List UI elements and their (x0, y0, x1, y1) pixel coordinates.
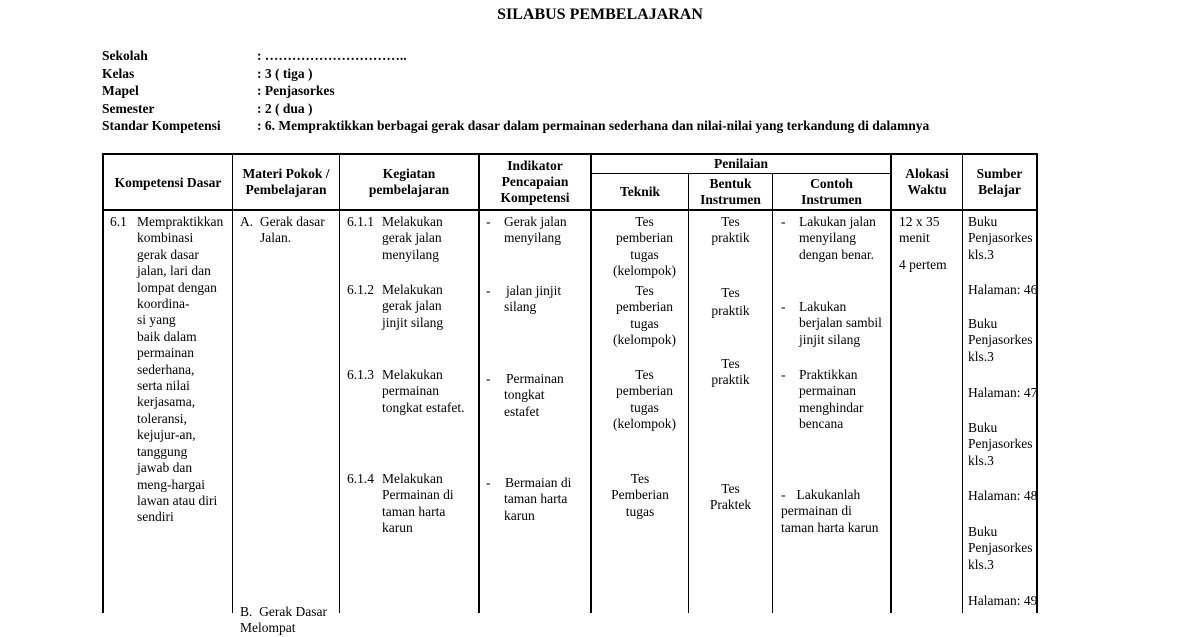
text-line: Mempraktikkan (137, 214, 224, 229)
text-line: gerak jalan (382, 230, 442, 246)
meta-value: : 6. Mempraktikkan berbagai gerak dasar dalam permainan sederhana dan nilai-nilai yang terkandung di dalamnya (257, 118, 930, 134)
text-line: kls.3 (968, 556, 994, 572)
header-bentuk-instrumen (689, 176, 772, 208)
header-teknik: Teknik (619, 184, 661, 199)
table-border-top (102, 153, 1038, 155)
text-line: baik dalam (137, 328, 197, 344)
materi-b (240, 604, 336, 637)
text-line: serta nilai (137, 378, 190, 394)
text-line: Permainan di (382, 487, 454, 503)
text-line: jalan jinjit (506, 283, 562, 298)
text-line: jawab dan (137, 460, 193, 476)
text-line: Tes (721, 481, 740, 496)
header-line: Contoh (810, 176, 853, 191)
text-line: Tes (721, 214, 740, 229)
materi-a (240, 214, 336, 247)
contoh-item (781, 214, 889, 263)
text-line: kls.3 (968, 348, 994, 364)
meta-label: Semester (102, 100, 155, 116)
text-line: praktik (711, 372, 750, 388)
header-materi (233, 166, 339, 198)
text-line: Tes (635, 283, 654, 298)
text-line: Penjasorkes (968, 230, 1033, 246)
kd-number: 6.1 (110, 214, 127, 229)
text-line: pemberian (616, 383, 673, 399)
text-line: Permainan (506, 371, 564, 386)
kegiatan-number: 6.1.4 (347, 471, 374, 486)
bentuk-item (689, 356, 772, 389)
header-penilaian: Penilaian (713, 156, 768, 171)
kegiatan-number: 6.1.3 (347, 367, 374, 382)
header-line: Indikator (507, 158, 563, 173)
meta-value: : 3 ( tiga ) (257, 65, 313, 81)
text-line: 4 pertem (899, 256, 947, 272)
table-rule-penilaian (591, 173, 891, 174)
text-line: Penjasorkes (968, 436, 1033, 452)
text-line: Lakukan jalan (799, 214, 876, 229)
kegiatan-number: 6.1.2 (347, 282, 374, 297)
col-divider (339, 153, 340, 613)
indikator-item (486, 475, 588, 524)
meta-label: Standar Kompetensi (102, 118, 221, 134)
text-line: taman harta (504, 491, 568, 507)
text-line: permainan (137, 345, 194, 361)
header-line: Pencapaian (501, 174, 569, 189)
col-divider (478, 153, 480, 613)
bullet-dash: - (781, 487, 786, 502)
col-divider (232, 153, 233, 613)
text-line: dengan benar. (799, 246, 874, 262)
text-line: Praktek (709, 497, 752, 513)
text-line: Melakukan (382, 214, 443, 229)
header-line: Sumber (976, 166, 1023, 181)
header-indikator (480, 158, 590, 206)
meta-value: : Penjasorkes (257, 83, 335, 99)
text-line: tugas (630, 246, 659, 262)
text-line: Lakukanlah (796, 487, 861, 502)
header-line: Alokasi (905, 166, 949, 181)
meta-label: Sekolah (102, 48, 148, 63)
header-line: Bentuk (709, 176, 752, 191)
sumber-page: Halaman: 48 (968, 488, 1038, 503)
header-line: Belajar (978, 182, 1021, 197)
header-line: Waktu (907, 182, 947, 197)
table-border-left (102, 153, 104, 613)
bentuk-item (689, 481, 772, 514)
col-divider (890, 153, 892, 613)
sumber-item (968, 316, 1036, 365)
sumber-page: Halaman: 47 (968, 385, 1038, 400)
text-line: karun (504, 507, 535, 523)
kegiatan-item (347, 282, 477, 331)
text-line: lompat dengan (137, 279, 217, 295)
meta-value: : 2 ( dua ) (257, 100, 313, 116)
contoh-item (781, 299, 889, 348)
bullet-dash: - (781, 367, 786, 382)
header-line: Kompetensi (500, 190, 570, 205)
text-line: kerjasama, (137, 394, 196, 410)
text-line: estafet (504, 403, 540, 419)
text-line: Buku (968, 316, 998, 331)
text-line: Buku (968, 214, 998, 229)
text-line: Gerak jalan (504, 214, 567, 229)
text-line: Pemberian (611, 487, 669, 503)
text-line: Praktikkan (799, 367, 858, 382)
text-line: kombinasi (137, 230, 194, 246)
text-line: berjalan sambil (799, 315, 882, 331)
text-line: Tes (721, 356, 740, 371)
text-line: Buku (968, 420, 998, 435)
sumber-item (968, 214, 1036, 263)
contoh-item (781, 487, 889, 536)
text-line: pemberian (616, 230, 673, 246)
col-divider (962, 153, 963, 613)
text-line: Penjasorkes (968, 540, 1033, 556)
text-line: si yang (137, 312, 176, 328)
text-line: 12 x 35 (899, 214, 940, 229)
kegiatan-item (347, 471, 477, 537)
text-line: Tes (635, 214, 654, 229)
text-line: tongkat estafet. (382, 399, 465, 415)
text-line: menghindar (799, 399, 864, 415)
text-line: Penjasorkes (968, 332, 1033, 348)
kegiatan-number: 6.1.1 (347, 214, 374, 229)
sumber-page: Halaman: 46 (968, 282, 1038, 297)
bentuk-item (689, 285, 772, 320)
meta-label: Mapel (102, 83, 139, 99)
text-line: (kelompok) (613, 263, 676, 279)
header-line: Kegiatan (382, 166, 436, 181)
text-line: silang (504, 299, 537, 315)
text-line: menyilang (382, 246, 439, 262)
text-line: tugas (625, 503, 655, 519)
text-line: jinjit silang (799, 331, 861, 347)
contoh-item (781, 367, 889, 433)
text-line: gerak dasar (137, 246, 199, 262)
text-line: meng-hargai (137, 476, 205, 492)
text-line: praktik (711, 303, 750, 319)
text-line: Melakukan (382, 282, 443, 297)
text-line: Tes (721, 285, 740, 300)
header-line: Pembelajaran (245, 182, 327, 197)
text-line: pemberian (616, 299, 673, 315)
text-line: kls.3 (968, 246, 994, 262)
text-line: lawan atau diri (137, 492, 218, 508)
text-line: Lakukan (799, 299, 847, 314)
text-line: Tes (635, 367, 654, 382)
text-line: menyilang (504, 230, 561, 246)
text-line: menit (899, 230, 930, 246)
text-line: permainan (799, 383, 856, 399)
header-contoh-instrumen (773, 176, 890, 208)
text-line: Melompat (240, 620, 296, 636)
sumber-page: Halaman: 49 (968, 593, 1038, 608)
text-line: jinjit silang (382, 314, 444, 330)
col-divider (772, 173, 773, 613)
text-line: Tes (630, 471, 650, 486)
header-kegiatan (340, 166, 478, 198)
teknik-item (592, 283, 697, 349)
text-line: taman harta (382, 503, 446, 519)
text-line: praktik (711, 230, 750, 246)
teknik-item (592, 471, 688, 520)
meta-value: : ………………………….. (257, 48, 407, 63)
text-line: Bermaian di (505, 475, 572, 490)
text-line: menyilang (799, 230, 856, 246)
text-line: tanggung (137, 443, 188, 459)
indikator-item (486, 371, 588, 420)
bullet-dash: - (486, 371, 491, 386)
bullet-dash: - (486, 475, 491, 490)
header-line: Instrumen (801, 192, 862, 207)
meta-label: Kelas (102, 65, 135, 81)
text-line: taman harta karun (781, 519, 879, 535)
teknik-item (592, 214, 697, 280)
header-sumber-belajar (963, 166, 1036, 198)
text-line: tongkat (504, 387, 545, 403)
header-line: pembelajaran (368, 182, 450, 197)
sumber-item (968, 420, 1036, 469)
kegiatan-item (347, 214, 477, 263)
text-line: A. Gerak dasar (240, 214, 325, 229)
table-border-right (1036, 153, 1038, 613)
bullet-dash: - (486, 283, 491, 298)
indikator-item (486, 283, 588, 316)
text-line: koordina- (137, 296, 190, 312)
text-line: tugas (630, 399, 659, 415)
teknik-item (592, 367, 697, 433)
text-line: jalan, lari dan (137, 263, 211, 279)
sumber-item (968, 524, 1036, 573)
text-line: Melakukan (382, 367, 443, 382)
kd-text (137, 214, 232, 526)
header-alokasi-waktu (892, 166, 962, 198)
text-line: permainan (382, 383, 439, 399)
text-line: sederhana, (137, 361, 195, 377)
text-line: permainan di (781, 503, 852, 519)
text-line: (kelompok) (613, 332, 676, 348)
document-title: SILABUS PEMBELAJARAN (497, 6, 703, 23)
bullet-dash: - (486, 214, 491, 229)
text-line: bencana (799, 416, 844, 432)
header-kompetensi-dasar: Kompetensi Dasar (114, 175, 222, 190)
bullet-dash: - (781, 214, 786, 229)
text-line: kejujur-an, (137, 427, 196, 443)
kegiatan-item (347, 367, 477, 416)
table-header-rule (102, 209, 1038, 211)
text-line: sendiri (137, 509, 174, 525)
bullet-dash: - (781, 299, 786, 314)
header-line: Materi Pokok / (242, 166, 330, 181)
bentuk-item (689, 214, 772, 247)
text-line: (kelompok) (613, 416, 676, 432)
text-line: toleransi, (137, 410, 187, 426)
text-line: Melakukan (382, 471, 443, 486)
alokasi-waktu (899, 214, 961, 273)
text-line: kls.3 (968, 452, 994, 468)
text-line: tugas (630, 315, 659, 331)
text-line: karun (382, 520, 413, 536)
text-line: B. Gerak Dasar (240, 604, 327, 619)
indikator-item (486, 214, 588, 247)
header-line: Instrumen (700, 192, 761, 207)
text-line: Buku (968, 524, 998, 539)
text-line: Jalan. (260, 230, 292, 246)
text-line: gerak jalan (382, 298, 442, 314)
